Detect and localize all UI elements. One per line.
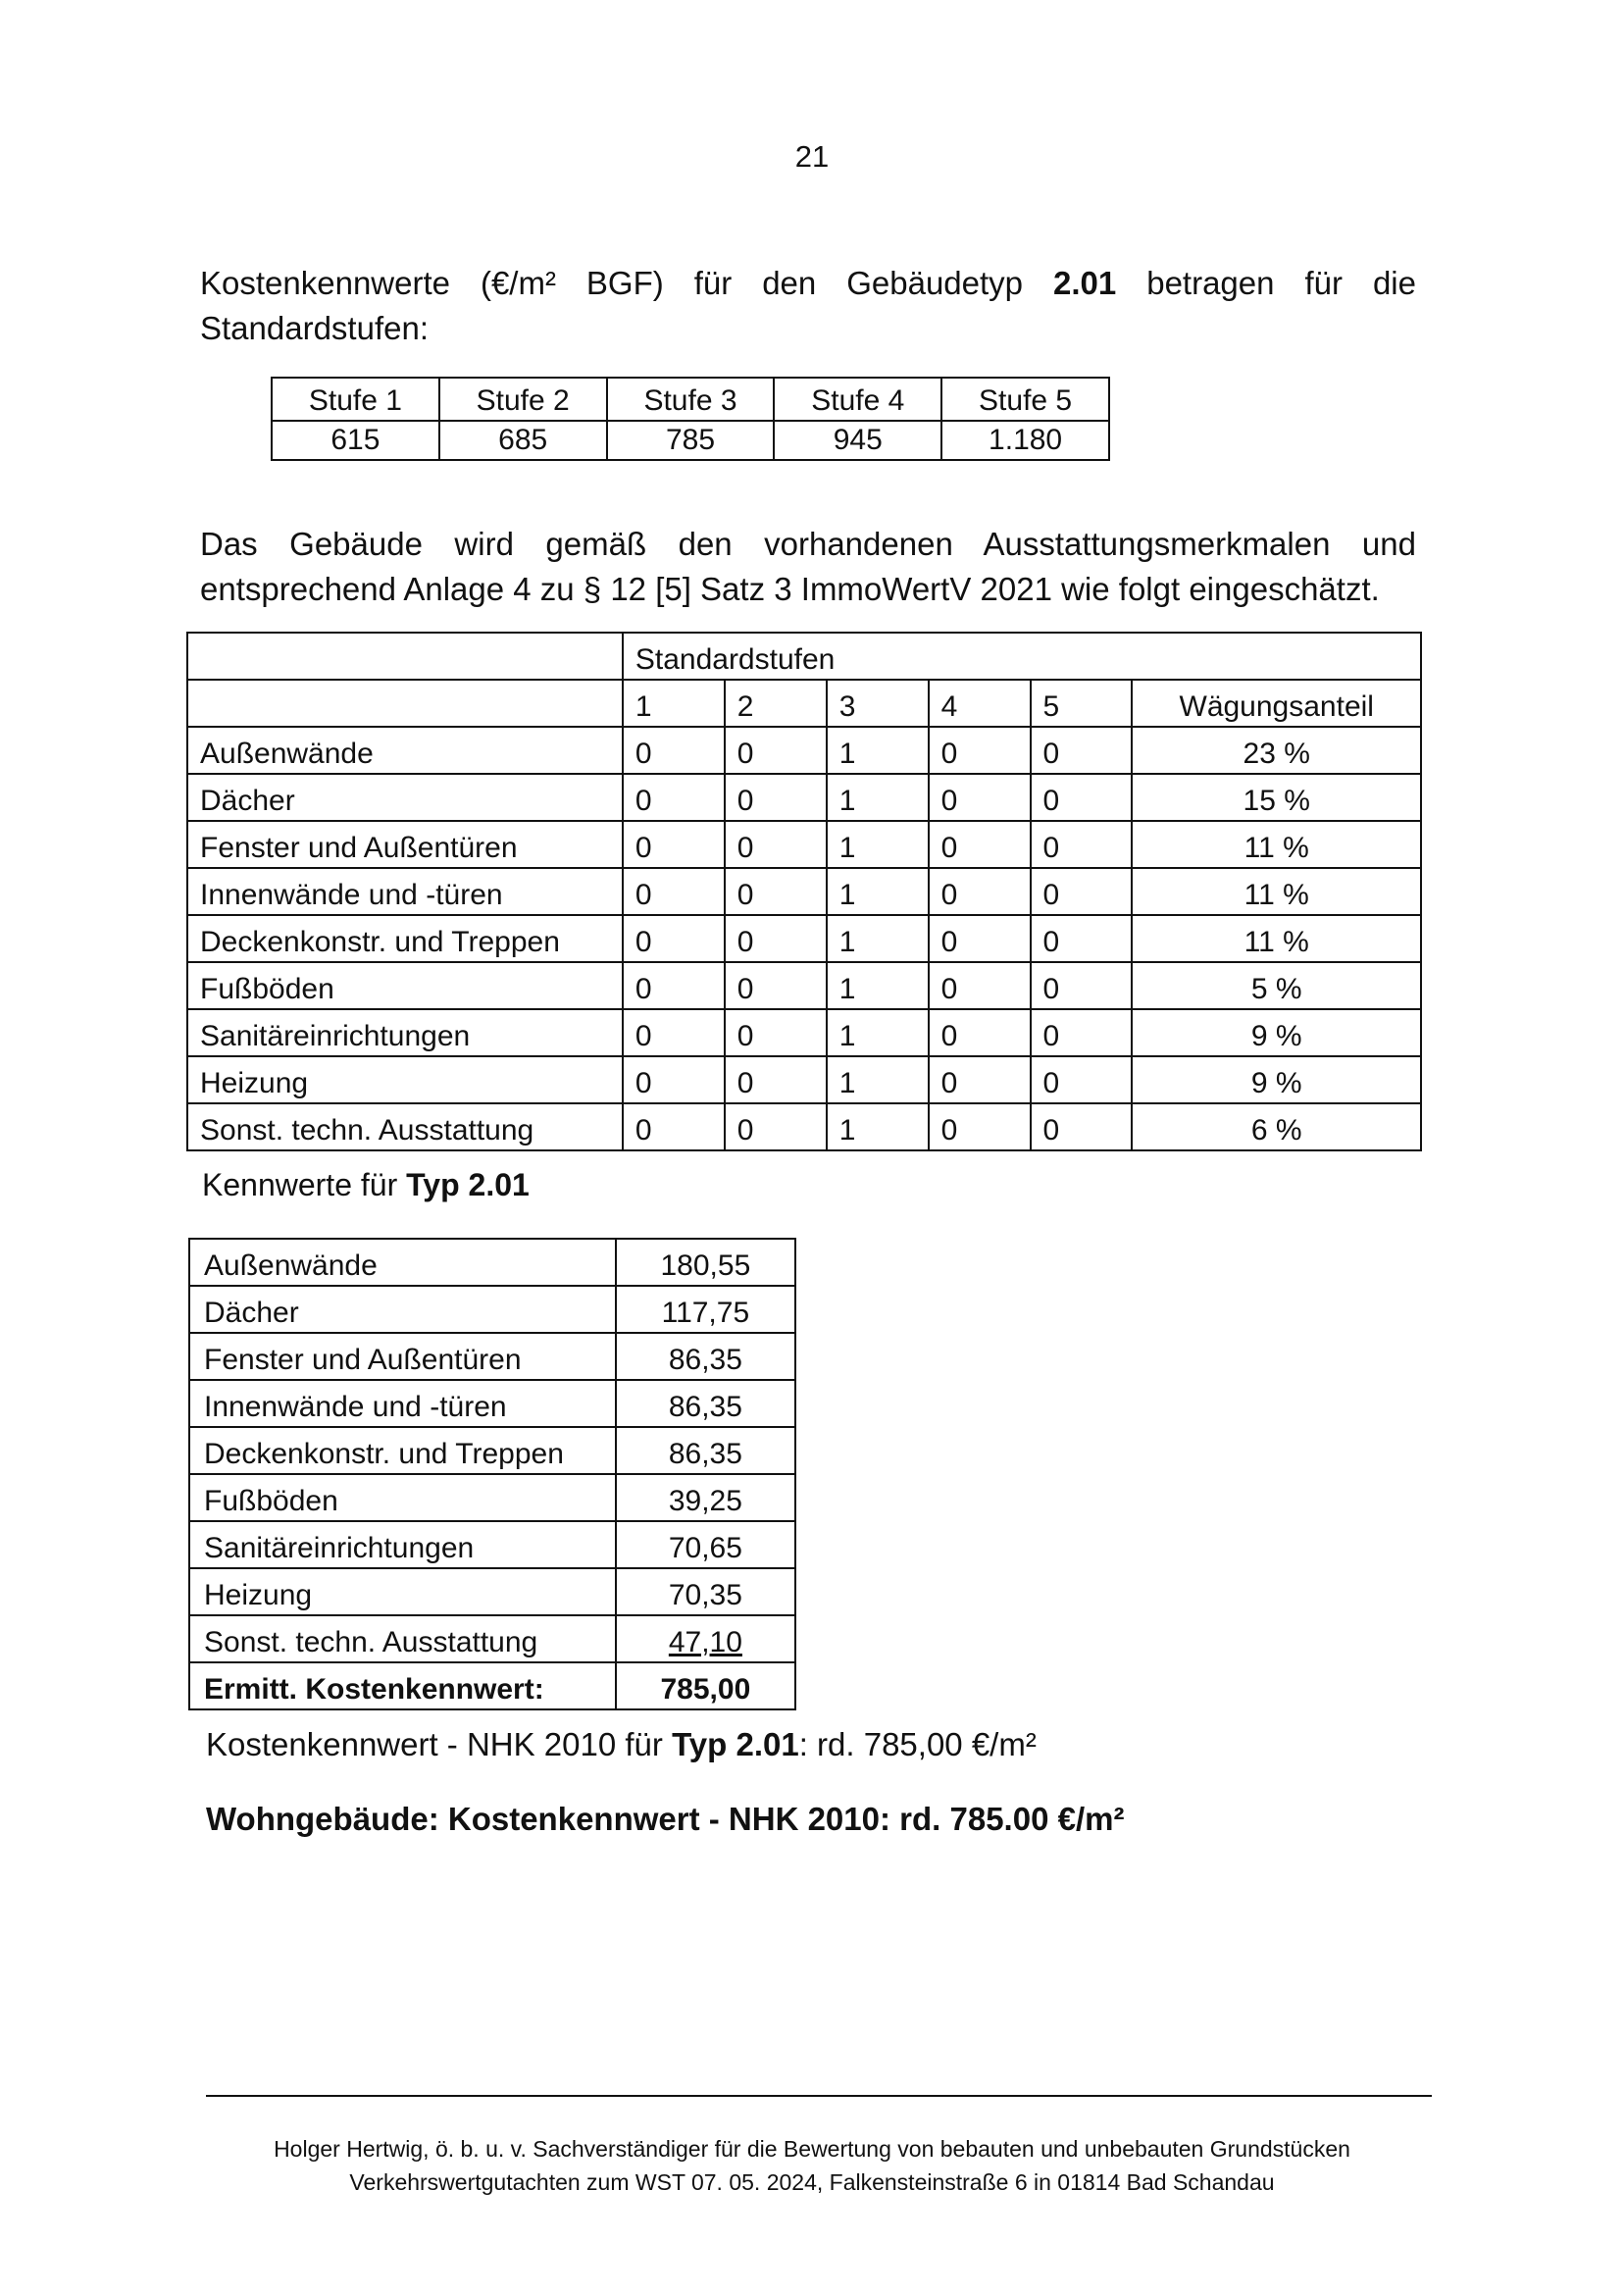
total-label: Ermitt. Kostenkennwert: — [189, 1662, 616, 1709]
stufe-cell: 1 — [827, 1009, 929, 1056]
row-value: 70,35 — [616, 1568, 795, 1615]
footer — [0, 2132, 1624, 2199]
table-row — [189, 1333, 795, 1380]
row-value: 86,35 — [616, 1427, 795, 1474]
row-value: 86,35 — [616, 1380, 795, 1427]
footer-line-2: Verkehrswertgutachten zum WST 07. 05. 2024, Falkensteinstraße 6 in 01814 Bad Schandau — [349, 2169, 1275, 2195]
stufe-cell: 0 — [929, 1056, 1031, 1103]
column-header: 3 — [827, 680, 929, 727]
table-row — [189, 1380, 795, 1427]
weight-cell: 15 % — [1132, 774, 1421, 821]
table-row — [189, 1474, 795, 1521]
row-label: Deckenkonstr. und Treppen — [189, 1427, 616, 1474]
stufe-cell: 0 — [623, 868, 725, 915]
row-label: Fenster und Außentüren — [187, 821, 623, 868]
row-label: Innenwände und -türen — [187, 868, 623, 915]
stufe-cell: 0 — [929, 868, 1031, 915]
row-label: Sonst. techn. Ausstattung — [187, 1103, 623, 1150]
table-row — [189, 1521, 795, 1568]
stufe-cell: 0 — [623, 1056, 725, 1103]
row-label: Fußböden — [187, 962, 623, 1009]
table-row — [187, 1009, 1421, 1056]
kennwerte-total-row — [189, 1662, 795, 1709]
page-number: 21 — [794, 139, 830, 174]
stufe-value: 615 — [272, 421, 439, 460]
standardstufen-body — [187, 727, 1421, 1150]
stufen-header-row — [272, 378, 1109, 421]
footer-divider — [206, 2095, 1432, 2097]
standardstufen-group-row — [187, 633, 1421, 680]
stufe-cell: 0 — [725, 1009, 827, 1056]
stufe-cell: 0 — [1031, 962, 1133, 1009]
weight-cell: 23 % — [1132, 727, 1421, 774]
stufe-cell: 0 — [725, 868, 827, 915]
stufe-cell: 0 — [623, 1103, 725, 1150]
weight-cell: 6 % — [1132, 1103, 1421, 1150]
row-label: Dächer — [189, 1286, 616, 1333]
result-wohngebaeude-line: Wohngebäude: Kostenkennwert - NHK 2010: rd. 785.00 €/m² — [206, 1801, 1125, 1837]
standardstufen-header: Standardstufen — [623, 633, 1421, 680]
row-value — [616, 1615, 795, 1662]
table-row — [189, 1239, 795, 1286]
row-label: Heizung — [189, 1568, 616, 1615]
stufe-cell: 0 — [725, 821, 827, 868]
row-label: Deckenkonstr. und Treppen — [187, 915, 623, 962]
row-label: Dächer — [187, 774, 623, 821]
stufe-cell: 1 — [827, 915, 929, 962]
table-row — [187, 962, 1421, 1009]
stufe-cell: 0 — [929, 774, 1031, 821]
table-row — [187, 727, 1421, 774]
stufe-cell: 1 — [827, 727, 929, 774]
row-label: Sonst. techn. Ausstattung — [189, 1615, 616, 1662]
row-value: 86,35 — [616, 1333, 795, 1380]
stufe-cell: 0 — [623, 915, 725, 962]
stufe-value: 785 — [607, 421, 775, 460]
result1-pre: Kostenkennwert - NHK 2010 für — [206, 1726, 673, 1762]
column-header: 1 — [623, 680, 725, 727]
stufe-cell: 0 — [929, 1103, 1031, 1150]
stufe-cell: 0 — [1031, 868, 1133, 915]
empty-cell — [187, 680, 623, 727]
result1-post: : rd. 785,00 €/m² — [798, 1726, 1037, 1762]
stufe-cell: 0 — [725, 727, 827, 774]
stufe-cell: 0 — [1031, 1103, 1133, 1150]
stufe-cell: 1 — [827, 1056, 929, 1103]
row-label: Fenster und Außentüren — [189, 1333, 616, 1380]
stufe-cell: 0 — [623, 774, 725, 821]
stufe-cell: 1 — [827, 774, 929, 821]
table-row — [187, 821, 1421, 868]
stufe-cell: 0 — [725, 1103, 827, 1150]
stufe-header: Stufe 2 — [439, 378, 607, 421]
standardstufen-column-row — [187, 680, 1421, 727]
row-label: Innenwände und -türen — [189, 1380, 616, 1427]
row-value: 117,75 — [616, 1286, 795, 1333]
stufe-cell: 0 — [1031, 821, 1133, 868]
stufe-value: 685 — [439, 421, 607, 460]
stufe-cell: 0 — [1031, 1009, 1133, 1056]
result1-typ: Typ 2.01 — [672, 1726, 799, 1762]
row-value: 39,25 — [616, 1474, 795, 1521]
footer-line-1: Holger Hertwig, ö. b. u. v. Sachverständiger für die Bewertung von bebauten und unbebauten Grundstücken — [274, 2136, 1350, 2162]
table-row — [187, 774, 1421, 821]
stufe-cell: 0 — [929, 962, 1031, 1009]
kennwerte-body — [189, 1239, 795, 1662]
stufe-value: 1.180 — [941, 421, 1109, 460]
row-label: Außenwände — [189, 1239, 616, 1286]
stufe-cell: 0 — [623, 727, 725, 774]
stufe-cell: 0 — [929, 727, 1031, 774]
stufe-cell: 1 — [827, 868, 929, 915]
table-row — [187, 1056, 1421, 1103]
stufe-value: 945 — [774, 421, 941, 460]
stufe-cell: 1 — [827, 962, 929, 1009]
stufe-cell: 0 — [623, 1009, 725, 1056]
stufen-value-row — [272, 421, 1109, 460]
weight-cell: 5 % — [1132, 962, 1421, 1009]
row-label: Fußböden — [189, 1474, 616, 1521]
table-row — [189, 1568, 795, 1615]
intro-paragraph — [200, 261, 1416, 351]
table-row — [189, 1615, 795, 1662]
intro-text-post: betragen für die Standardstufen: — [200, 265, 1416, 346]
stufe-cell: 0 — [1031, 774, 1133, 821]
column-header: 2 — [725, 680, 827, 727]
row-label: Außenwände — [187, 727, 623, 774]
kennwerte-title-typ: Typ 2.01 — [406, 1167, 530, 1202]
weight-cell: 9 % — [1132, 1056, 1421, 1103]
column-header: 5 — [1031, 680, 1133, 727]
table-row — [189, 1427, 795, 1474]
stufe-cell: 0 — [623, 962, 725, 1009]
weight-cell: 11 % — [1132, 915, 1421, 962]
weight-header: Wägungsanteil — [1132, 680, 1421, 727]
value-text: 47,10 — [668, 1626, 742, 1658]
stufe-cell: 0 — [725, 915, 827, 962]
row-label: Heizung — [187, 1056, 623, 1103]
stufe-header: Stufe 4 — [774, 378, 941, 421]
total-value: 785,00 — [616, 1662, 795, 1709]
row-value: 180,55 — [616, 1239, 795, 1286]
intro-text-pre: Kostenkennwerte (€/m² BGF) für den Gebäudetyp — [200, 265, 1054, 301]
stufen-table — [271, 377, 1110, 461]
stufe-cell: 0 — [623, 821, 725, 868]
row-value: 70,65 — [616, 1521, 795, 1568]
result-typ-line — [206, 1726, 1037, 1763]
empty-cell — [187, 633, 623, 680]
intro-gebaeudetyp: 2.01 — [1053, 265, 1117, 301]
table-row — [187, 868, 1421, 915]
kennwerte-title-pre: Kennwerte für — [202, 1167, 407, 1202]
column-header: 4 — [929, 680, 1031, 727]
stufe-cell: 0 — [929, 1009, 1031, 1056]
stufe-cell: 0 — [1031, 727, 1133, 774]
stufe-cell: 0 — [725, 1056, 827, 1103]
stufe-cell: 1 — [827, 821, 929, 868]
assessment-paragraph: Das Gebäude wird gemäß den vorhandenen Ausstattungsmerkmalen und entsprechend Anlage 4 zu § 12 [5] Satz 3 ImmoWertV 2021 wie folgt eingeschätzt. — [200, 526, 1416, 607]
stufe-header: Stufe 5 — [941, 378, 1109, 421]
table-row — [187, 915, 1421, 962]
stufe-cell: 0 — [725, 962, 827, 1009]
stufe-cell: 1 — [827, 1103, 929, 1150]
table-row — [187, 1103, 1421, 1150]
stufe-cell: 0 — [929, 821, 1031, 868]
stufe-cell: 0 — [929, 915, 1031, 962]
kennwerte-table — [188, 1238, 796, 1710]
standardstufen-table — [186, 632, 1422, 1151]
stufe-header: Stufe 3 — [607, 378, 775, 421]
weight-cell: 11 % — [1132, 821, 1421, 868]
weight-cell: 9 % — [1132, 1009, 1421, 1056]
table-row — [189, 1286, 795, 1333]
row-label: Sanitäreinrichtungen — [189, 1521, 616, 1568]
stufe-cell: 0 — [725, 774, 827, 821]
stufe-header: Stufe 1 — [272, 378, 439, 421]
weight-cell: 11 % — [1132, 868, 1421, 915]
kennwerte-title — [202, 1167, 530, 1203]
row-label: Sanitäreinrichtungen — [187, 1009, 623, 1056]
stufe-cell: 0 — [1031, 915, 1133, 962]
stufe-cell: 0 — [1031, 1056, 1133, 1103]
